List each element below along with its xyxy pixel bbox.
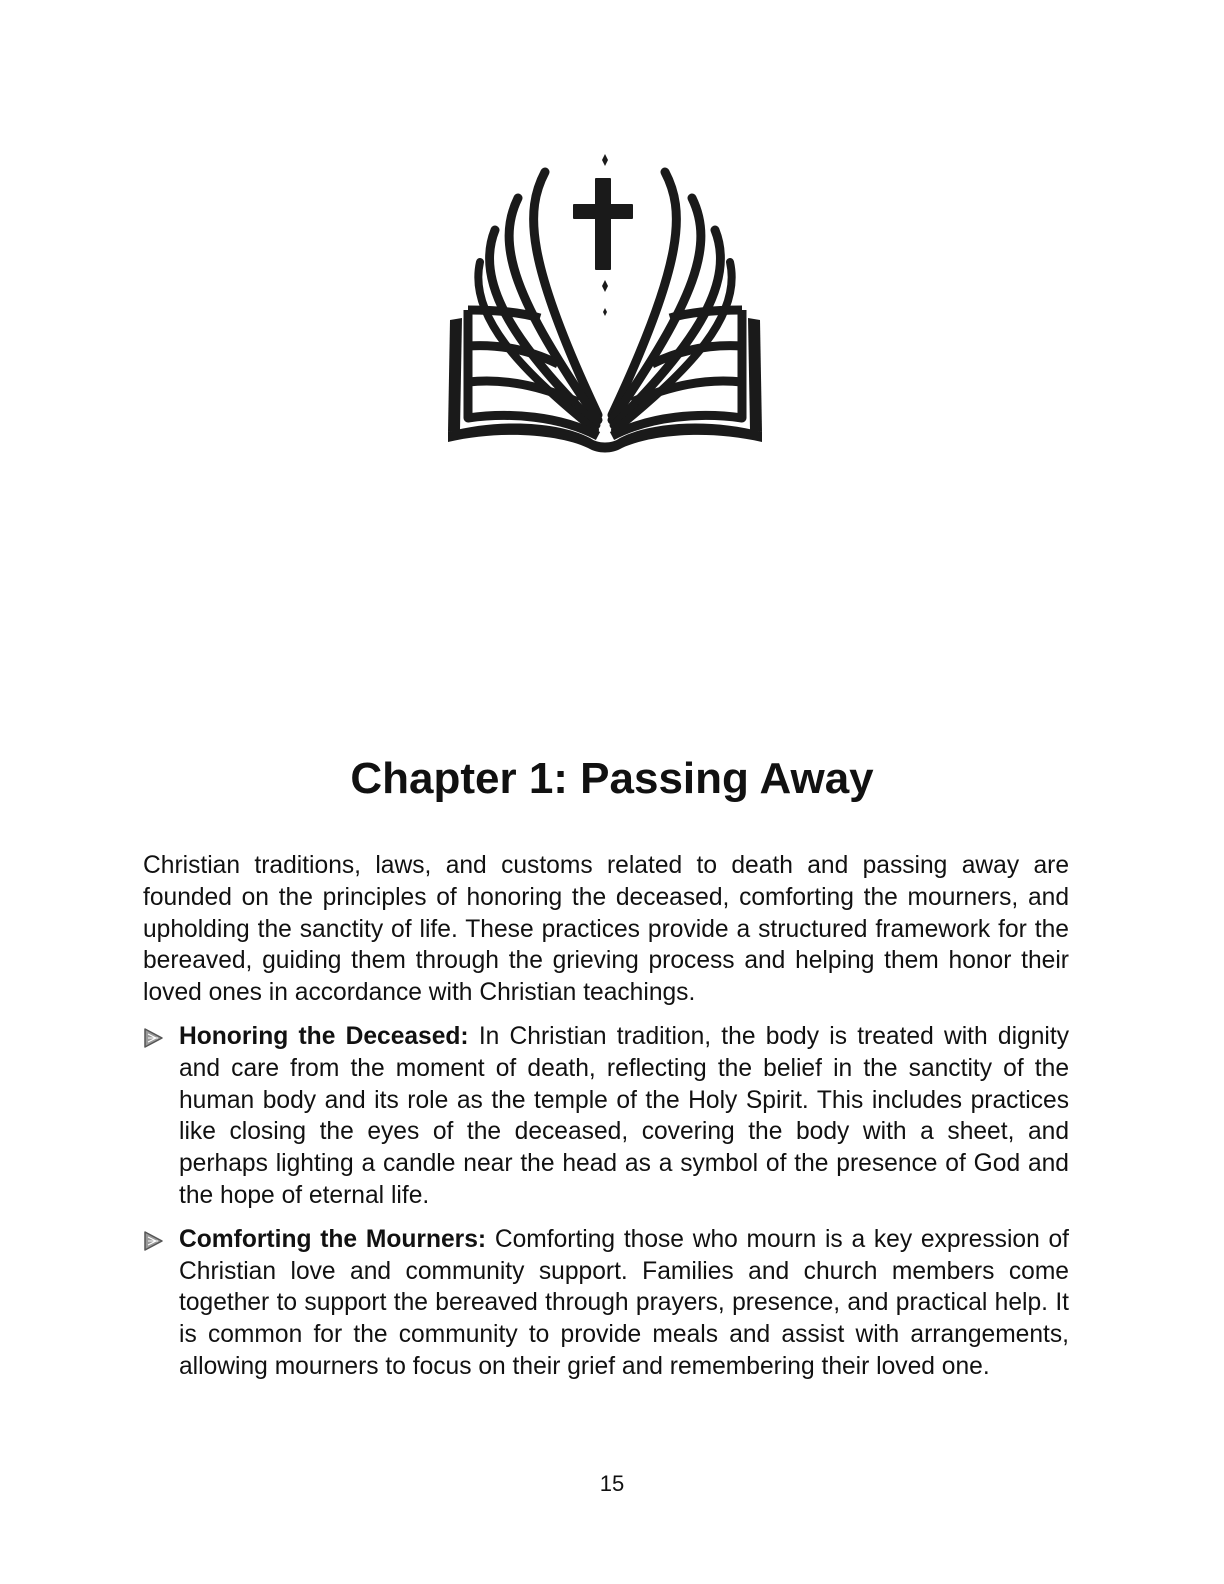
- chapter-title: Chapter 1: Passing Away: [350, 754, 874, 803]
- bullet-list: [143, 1021, 1069, 1383]
- bullet-lead: Comforting the Mourners:: [179, 1225, 487, 1253]
- triangle-bullet-icon: [143, 1028, 163, 1048]
- body-text: [143, 850, 1069, 1395]
- intro-paragraph: Christian traditions, laws, and customs related to death and passing away are founded on the principles of honoring the deceased, comforting the mourners, and upholding the sanctity of life. These practices provide a structured framework for the bereaved, guiding them through the grieving process and helping them honor their loved ones in accordance with Christian teachings.: [143, 852, 1069, 1007]
- bullet-text: In Christian tradition, the body is treated with dignity and care from the moment of death, reflecting the belief in the sanctity of the human body and its role as the temple of the Holy Spirit. This includes practices like closing the eyes of the deceased, covering the body with a sheet, and perhaps lighting a candle near the head as a symbol of the presence of God and the hope of eternal life.: [179, 1022, 1069, 1209]
- list-item: [143, 1021, 1069, 1212]
- bullet-text: Comforting those who mourn is a key expression of Christian love and community support. Families and church members come together to support the bereaved through prayers, presence, and practical help. It is common for the community to provide meals and assist with arrangements, allowing mourners to focus on their grief and remembering their loved one.: [179, 1225, 1070, 1380]
- list-item: [143, 1224, 1069, 1383]
- bullet-lead: Honoring the Deceased:: [179, 1022, 469, 1050]
- open-bible-with-cross-icon: [440, 150, 770, 455]
- page-number: 15: [599, 1471, 625, 1496]
- triangle-bullet-icon: [143, 1231, 163, 1251]
